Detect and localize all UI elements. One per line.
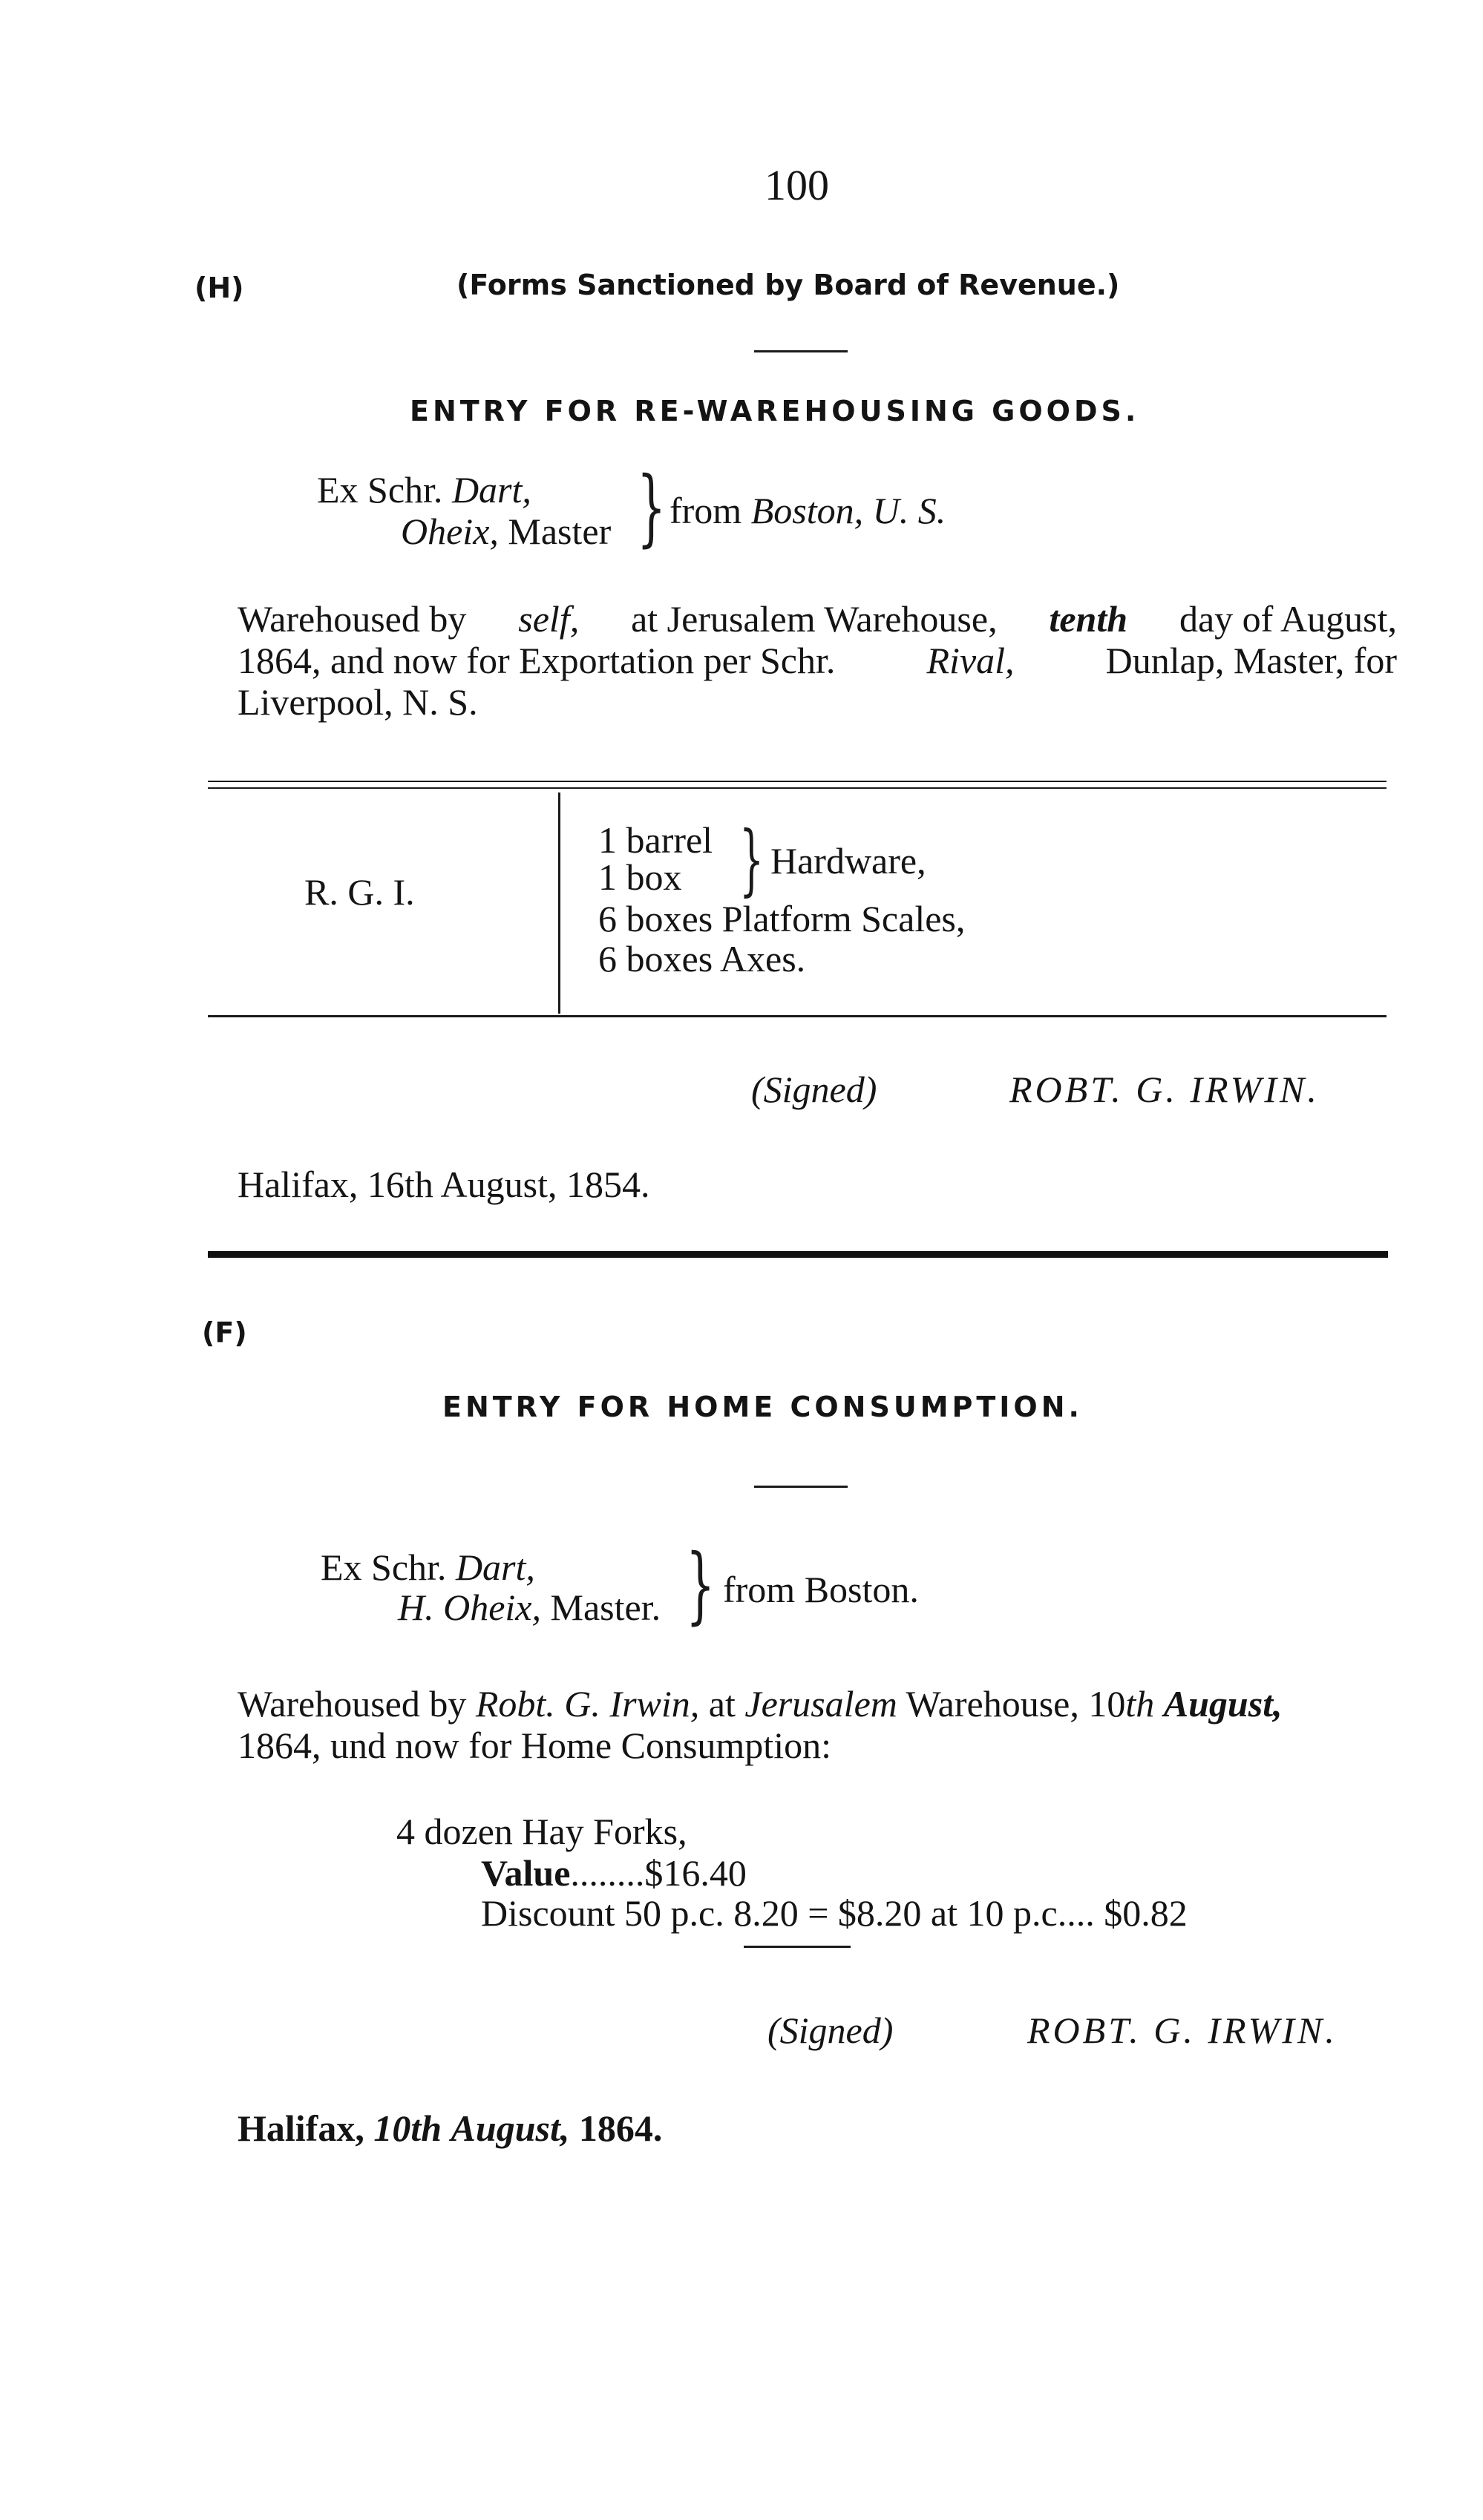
para-h-line-3: Liverpool, N. S. (238, 681, 478, 723)
para-f-line-1 (238, 1683, 1283, 1725)
master-label: Master. (550, 1587, 661, 1628)
from-country: U. S. (872, 490, 946, 531)
page-number: 100 (765, 161, 829, 209)
ship-line-2 (398, 1587, 661, 1628)
ship-line-2 (401, 511, 611, 552)
marks-cell: R. G. I. (304, 871, 415, 913)
brace-icon: } (739, 814, 765, 905)
place: Halifax, (238, 2107, 364, 2149)
from-label: from (670, 490, 742, 531)
short-rule (754, 350, 848, 352)
signature-name: ROBT. G. IRWIN. (1027, 2009, 1338, 2051)
date-ordinal: th (410, 2107, 442, 2149)
from-line: from Boston. (723, 1569, 919, 1610)
ship-line-1 (321, 1546, 535, 1588)
place-date: Halifax, 16th August, 1854. (238, 1164, 650, 1205)
para-text: 1864, and now for Exportation per Schr. (238, 640, 836, 681)
date-month: August, (451, 2107, 570, 2149)
table-column-divider (558, 793, 560, 1014)
ex-schr-label: Ex Schr. (317, 469, 443, 511)
date-day: 10 (373, 2107, 411, 2149)
value-leader: ........ (570, 1852, 645, 1894)
section-f-label: (F) (202, 1316, 247, 1349)
section-h-label: (H) (194, 272, 244, 304)
home-consumption-heading: ENTRY FOR HOME CONSUMPTION. (442, 1391, 1083, 1423)
signed-label: (Signed) (751, 1069, 877, 1110)
para-h-line-1 (238, 598, 1397, 640)
para-text: at Jerusalem Warehouse, (631, 598, 998, 640)
para-rival: Rival, (926, 640, 1015, 681)
table-bottom-rule (208, 1015, 1387, 1017)
para-text: Warehoused by (238, 1683, 467, 1725)
para-self: self, (518, 598, 580, 640)
value-amount: $16.40 (644, 1852, 747, 1894)
table-top-rule (208, 781, 1387, 782)
ship-line-1 (317, 469, 531, 511)
sum-rule (744, 1946, 851, 1948)
signed-label: (Signed) (767, 2009, 894, 2051)
hardware-label: Hardware, (770, 840, 926, 882)
para-text: Warehoused by (238, 598, 467, 640)
vessel-name: Dart, (451, 469, 531, 511)
para-text: Dunlap, Master, for (1105, 640, 1397, 681)
para-place: Jerusalem (744, 1683, 897, 1725)
value-label: Value (481, 1852, 571, 1894)
goods-line-1: 4 dozen Hay Forks, (396, 1811, 687, 1852)
vessel-name: Dart, (455, 1546, 535, 1588)
goods-row-3: 6 boxes Platform Scales, (598, 898, 966, 939)
value-line (481, 1852, 747, 1894)
forms-sanctioned-note: (Forms Sanctioned by Board of Revenue.) (456, 269, 1120, 301)
from-place: Boston, (750, 490, 864, 531)
table-top-rule-2 (208, 787, 1387, 789)
master-name: Oheix, (401, 511, 499, 552)
master-label: Master (508, 511, 612, 552)
para-ordinal: th (1125, 1683, 1155, 1725)
from-line (670, 490, 946, 531)
goods-row-1: 1 barrel (598, 819, 713, 861)
re-warehousing-heading: ENTRY FOR RE-WAREHOUSING GOODS. (410, 395, 1140, 427)
short-rule (754, 1486, 848, 1488)
brace-icon: } (637, 459, 667, 556)
para-h-line-2 (238, 640, 1397, 681)
para-text: at (708, 1683, 736, 1725)
signature-name: ROBT. G. IRWIN. (1009, 1069, 1320, 1110)
discount-line: Discount 50 p.c. 8.20 = $8.20 at 10 p.c.... $0.82 (481, 1892, 1188, 1934)
para-month: August, (1163, 1683, 1283, 1725)
para-f-line-2: 1864, und now for Home Consumption: (238, 1725, 831, 1766)
para-text: Warehouse, 10 (906, 1683, 1126, 1725)
para-name: Robt. G. Irwin, (475, 1683, 700, 1725)
para-tenth: tenth (1049, 598, 1128, 640)
goods-row-4: 6 boxes Axes. (598, 938, 806, 980)
goods-row-2: 1 box (598, 856, 682, 898)
date-year: 1864. (578, 2107, 663, 2149)
para-text: day of August, (1179, 598, 1397, 640)
ex-schr-label: Ex Schr. (321, 1546, 447, 1588)
master-name: H. Oheix, (398, 1587, 541, 1628)
brace-icon: } (686, 1537, 716, 1633)
section-divider (208, 1251, 1388, 1258)
place-date (238, 2107, 662, 2149)
